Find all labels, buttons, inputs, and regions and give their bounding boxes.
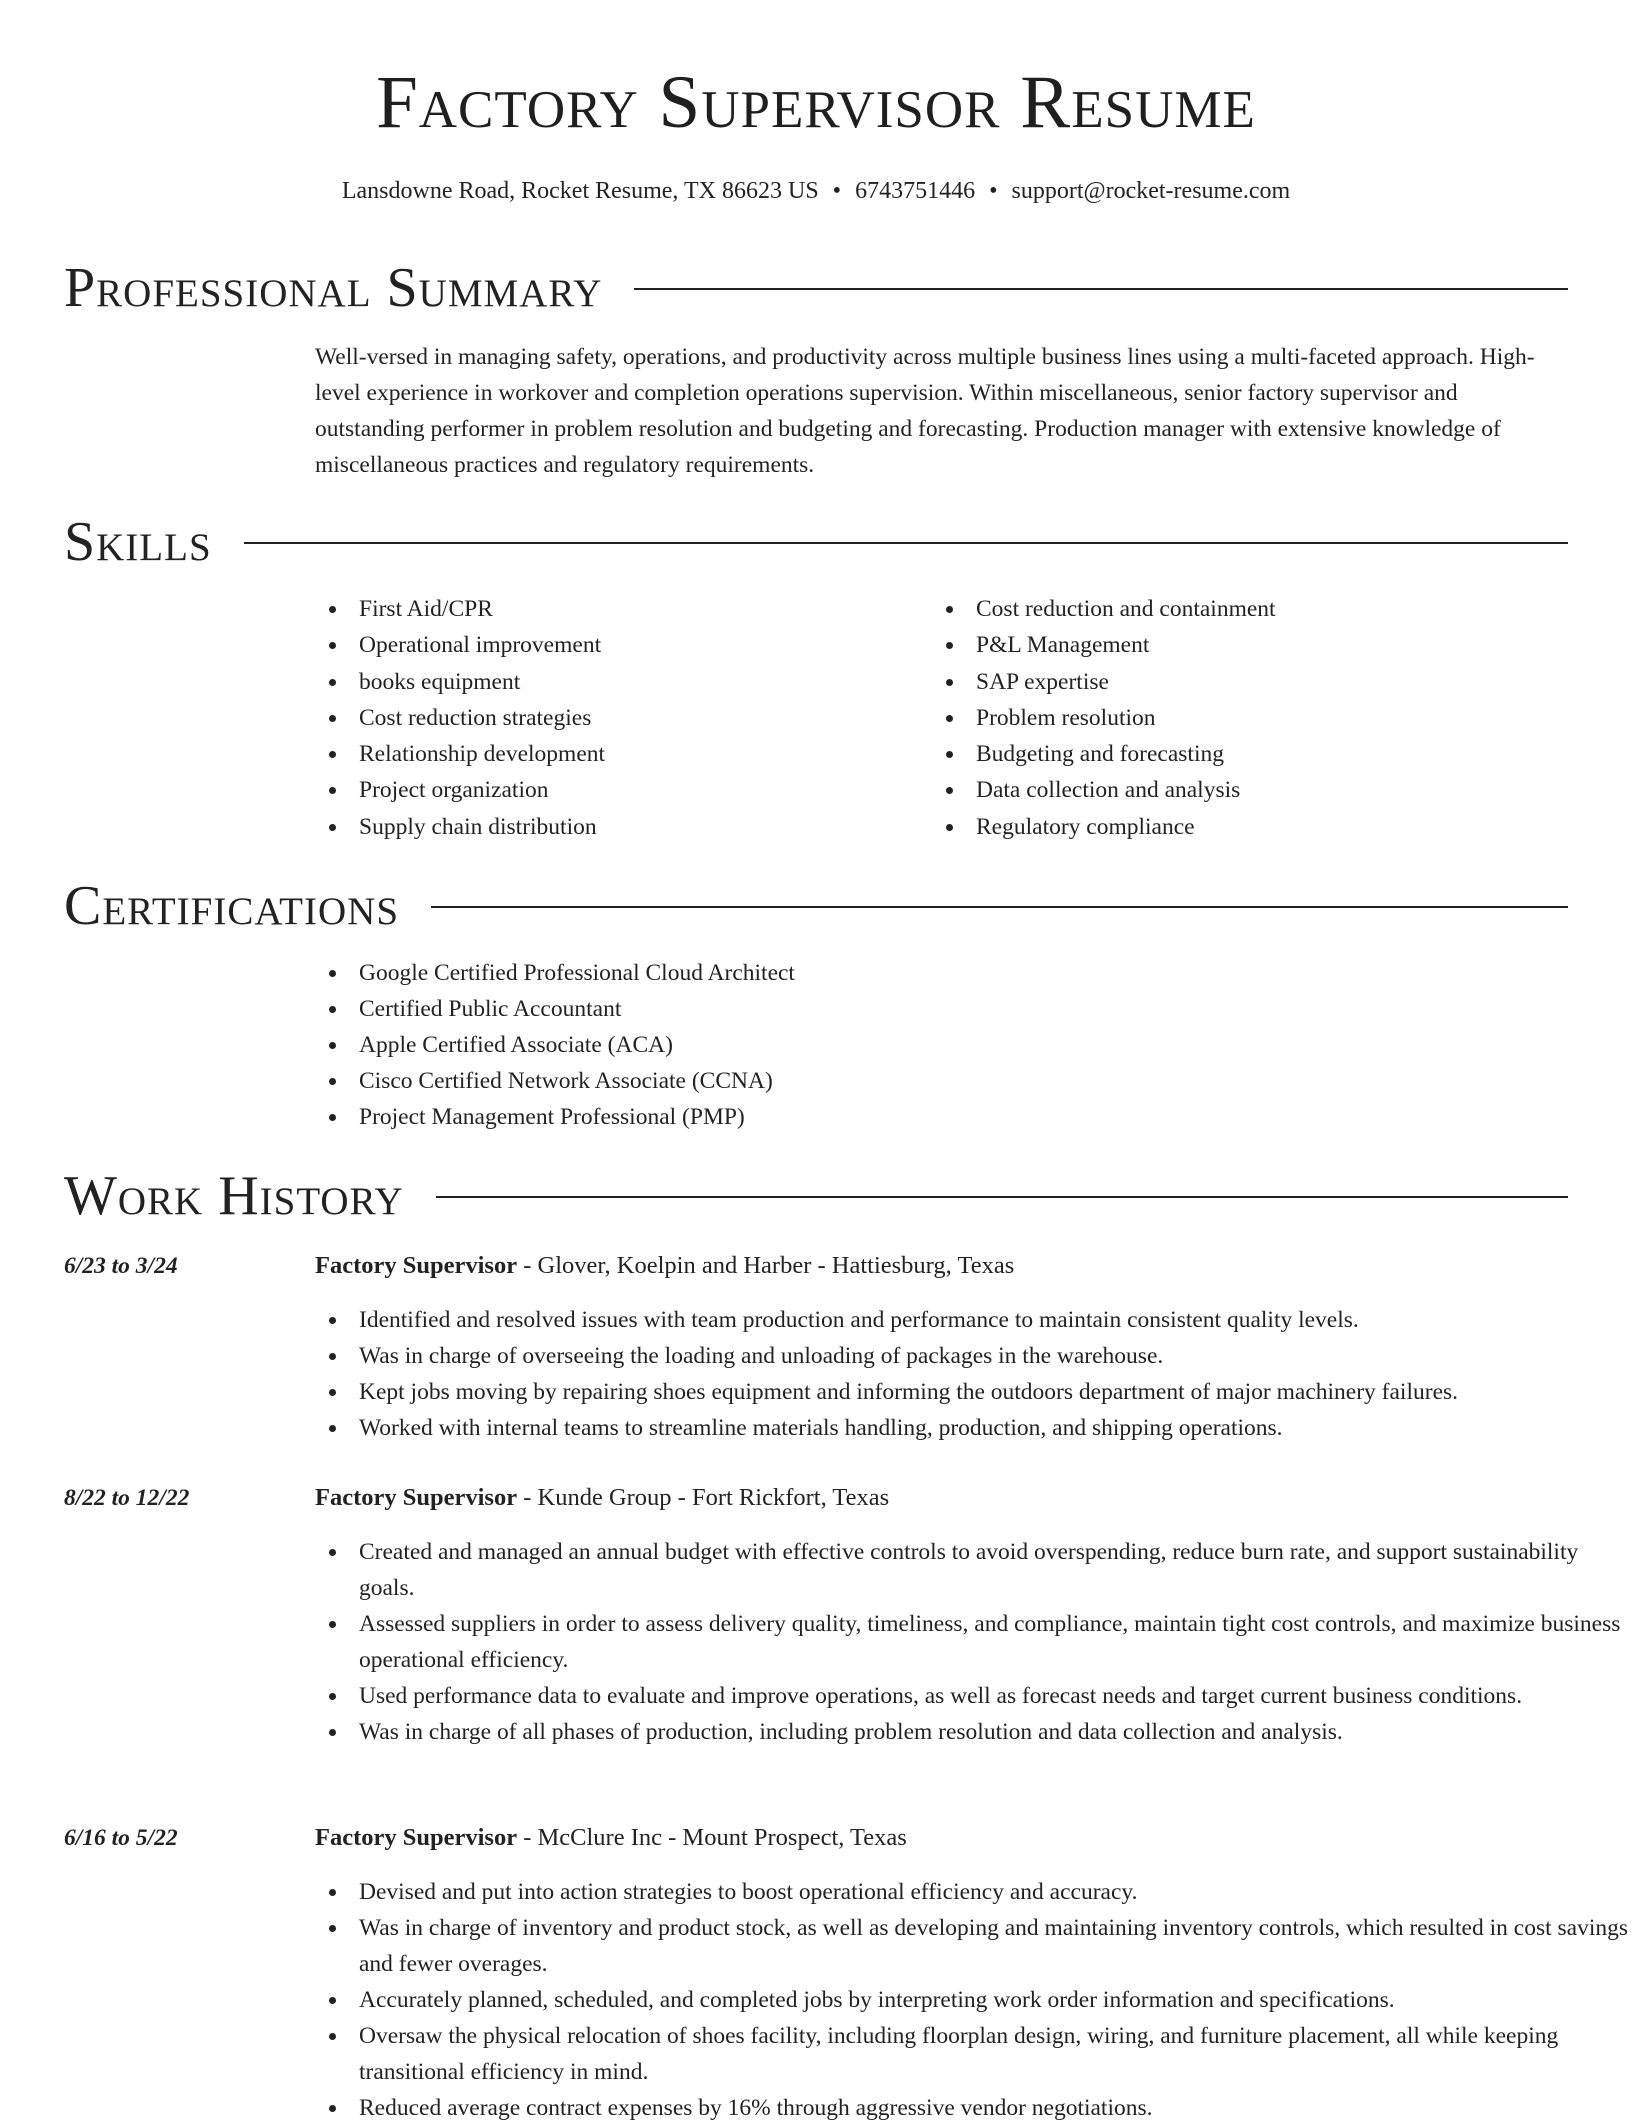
- skills-list-left: [315, 591, 915, 845]
- certifications-section-heading: [64, 874, 1568, 938]
- certifications-list: [315, 955, 1315, 1135]
- certifications-heading: Certifications: [64, 875, 400, 937]
- resume-title: Factory Supervisor Resume: [376, 61, 1256, 144]
- job-dates: 6/16 to 5/22: [64, 1825, 178, 1851]
- job-bullets: [315, 1874, 1632, 2126]
- skills-list-right: [932, 591, 1532, 845]
- certification-item: Apple Certified Associate (ACA): [315, 1027, 1315, 1063]
- skill-item: Project organization: [315, 772, 915, 808]
- skill-item: Problem resolution: [932, 700, 1532, 736]
- certification-item: Certified Public Accountant: [315, 991, 1315, 1027]
- section-divider: [244, 542, 1568, 544]
- job-details: - Glover, Koelpin and Harber - Hattiesburg, Texas: [517, 1252, 1015, 1279]
- skill-item: Data collection and analysis: [932, 772, 1532, 808]
- skill-item: books equipment: [315, 664, 915, 700]
- job-bullet: Was in charge of all phases of production, including problem resolution and data collection and analysis.: [315, 1714, 1632, 1750]
- job-bullet: Was in charge of inventory and product stock, as well as developing and maintaining inventory controls, which resulted in cost savings and fewer overages.: [315, 1910, 1632, 1982]
- skill-item: Cost reduction strategies: [315, 700, 915, 736]
- skill-item: Regulatory compliance: [932, 809, 1532, 845]
- summary-heading: Professional Summary: [64, 257, 603, 319]
- skill-item: P&L Management: [932, 627, 1532, 663]
- contact-line: [0, 175, 1632, 207]
- job-bullet: Created and managed an annual budget with effective controls to avoid overspending, reduce burn rate, and support sustainability goals.: [315, 1534, 1632, 1606]
- certification-item: Cisco Certified Network Associate (CCNA): [315, 1063, 1315, 1099]
- skills-heading: Skills: [64, 511, 212, 573]
- contact-email: support@rocket-resume.com: [1011, 178, 1291, 204]
- summary-section-heading: [64, 256, 1568, 320]
- job-dates: 6/23 to 3/24: [64, 1253, 178, 1279]
- job-bullet: Identified and resolved issues with team production and performance to maintain consistent quality levels.: [315, 1302, 1632, 1338]
- section-divider: [634, 288, 1568, 290]
- skill-item: Budgeting and forecasting: [932, 736, 1532, 772]
- job-bullets: [315, 1302, 1632, 1446]
- contact-separator: •: [989, 178, 998, 204]
- job-bullets: [315, 1534, 1632, 1750]
- job-role: Factory Supervisor: [315, 1824, 518, 1851]
- job-bullet: Reduced average contract expenses by 16% through aggressive vendor negotiations.: [315, 2090, 1632, 2126]
- job-title-line: [315, 1820, 907, 1856]
- certification-item: Project Management Professional (PMP): [315, 1099, 1315, 1135]
- job-bullet: Accurately planned, scheduled, and completed jobs by interpreting work order information and specifications.: [315, 1982, 1632, 2018]
- summary-text: Well-versed in managing safety, operations, and productivity across multiple business lines using a multi-faceted approach. High-level experience in workover and completion operations supervision. Within miscellaneous, senior factory supervisor and outstanding performer in problem resolution and budgeting and forecasting. Production manager with extensive knowledge of miscellaneous practices and regulatory requirements.: [315, 344, 1535, 478]
- job-bullet: Assessed suppliers in order to assess delivery quality, timeliness, and compliance, maintain tight cost controls, and maximize business operational efficiency.: [315, 1606, 1632, 1678]
- job-title-line: [315, 1480, 889, 1516]
- skill-item: Supply chain distribution: [315, 809, 915, 845]
- job-bullet: Used performance data to evaluate and improve operations, as well as forecast needs and target current business conditions.: [315, 1678, 1632, 1714]
- contact-phone: 6743751446: [855, 178, 976, 204]
- job-role: Factory Supervisor: [315, 1484, 518, 1511]
- work-heading: Work History: [64, 1165, 404, 1227]
- skill-item: Operational improvement: [315, 627, 915, 663]
- skill-item: Relationship development: [315, 736, 915, 772]
- job-details: - Kunde Group - Fort Rickfort, Texas: [517, 1484, 890, 1511]
- skill-item: First Aid/CPR: [315, 591, 915, 627]
- work-section-heading: [64, 1164, 1568, 1228]
- job-bullet: Oversaw the physical relocation of shoes facility, including floorplan design, wiring, and furniture placement, all while keeping transitional efficiency in mind.: [315, 2018, 1632, 2090]
- job-title-line: [315, 1248, 1014, 1284]
- certification-item: Google Certified Professional Cloud Architect: [315, 955, 1315, 991]
- contact-address: Lansdowne Road, Rocket Resume, TX 86623 US: [341, 178, 819, 204]
- section-divider: [431, 906, 1568, 908]
- job-details: - McClure Inc - Mount Prospect, Texas: [517, 1824, 907, 1851]
- job-bullet: Was in charge of overseeing the loading and unloading of packages in the warehouse.: [315, 1338, 1632, 1374]
- skill-item: SAP expertise: [932, 664, 1532, 700]
- job-bullet: Devised and put into action strategies to boost operational efficiency and accuracy.: [315, 1874, 1632, 1910]
- job-bullet: Kept jobs moving by repairing shoes equipment and informing the outdoors department of major machinery failures.: [315, 1374, 1632, 1410]
- job-bullet: Worked with internal teams to streamline materials handling, production, and shipping operations.: [315, 1410, 1632, 1446]
- section-divider: [436, 1196, 1568, 1198]
- skill-item: Cost reduction and containment: [932, 591, 1532, 627]
- job-dates: 8/22 to 12/22: [64, 1485, 190, 1511]
- contact-separator: •: [832, 178, 842, 204]
- skills-section-heading: [64, 510, 1568, 574]
- job-role: Factory Supervisor: [315, 1252, 518, 1279]
